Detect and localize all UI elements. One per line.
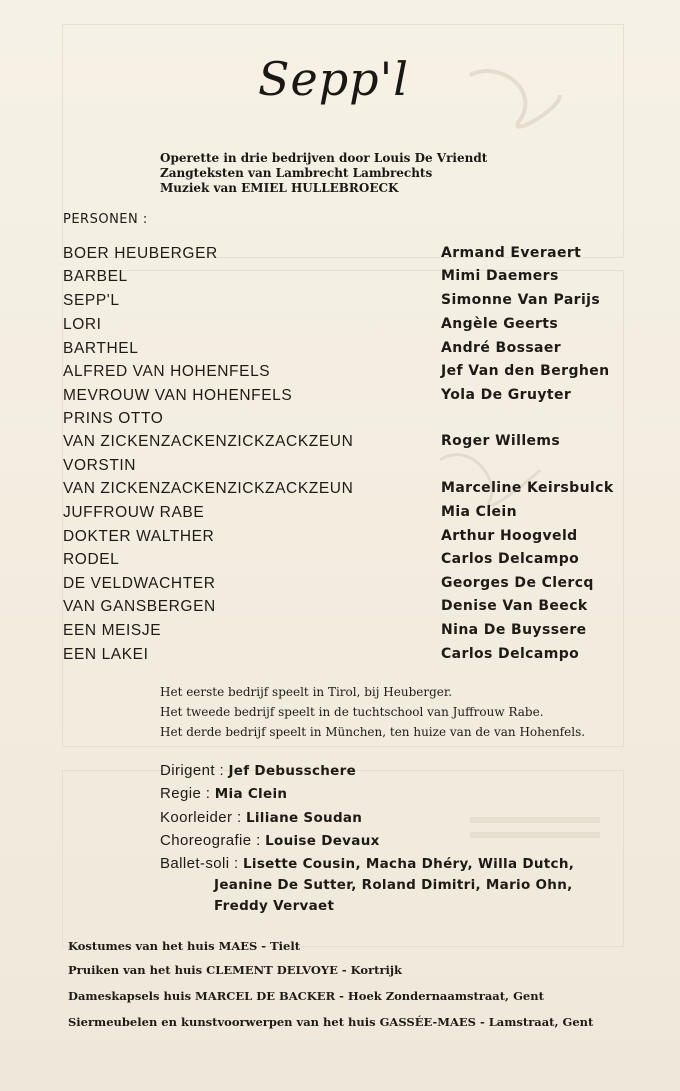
cast-role: BARBEL	[63, 268, 128, 285]
cast-row	[63, 551, 643, 574]
cast-role: JUFFROUW RABE	[63, 504, 205, 521]
cast-row	[63, 598, 643, 621]
subtitle-line: Muziek van EMIEL HULLEBROECK	[160, 181, 399, 195]
credit-label: Dirigent :	[160, 762, 225, 779]
credit-value: Liliane Soudan	[245, 810, 363, 826]
cast-actor: Mimi Daemers	[441, 268, 559, 284]
cast-row	[63, 504, 643, 527]
cast-actor: Armand Everaert	[441, 245, 582, 261]
cast-row	[63, 410, 643, 433]
cast-actor: Angèle Geerts	[441, 316, 559, 332]
cast-role: LORI	[63, 316, 102, 333]
credit-ballet-continuation: Freddy Vervaet	[214, 898, 335, 914]
setting-note: Het derde bedrijf speelt in München, ten huize van de van Hohenfels.	[160, 725, 586, 739]
credit-label: Ballet-soli :	[160, 855, 239, 872]
footer-credit: Dameskapsels huis MARCEL DE BACKER - Hoek Zondernaamstraat, Gent	[68, 989, 544, 1003]
cast-role: EEN LAKEI	[63, 646, 149, 663]
credit-label: Regie :	[160, 785, 211, 802]
credit-value: Louise Devaux	[265, 833, 380, 849]
page-title: Sepp'l	[258, 52, 409, 106]
cast-row	[63, 528, 643, 551]
cast-actor: Denise Van Beeck	[441, 598, 588, 614]
credit-label: Koorleider :	[160, 809, 242, 826]
cast-row	[63, 457, 643, 480]
credit-ballet	[160, 855, 574, 872]
cast-row	[63, 340, 643, 363]
cast-row	[63, 245, 643, 268]
cast-role: BOER HEUBERGER	[63, 245, 218, 262]
cast-actor: Simonne Van Parijs	[441, 292, 601, 308]
subtitle-line: Zangteksten van Lambrecht Lambrechts	[160, 166, 433, 180]
credit-label: Choreografie :	[160, 832, 261, 849]
cast-role: VAN ZICKENZACKENZICKZACKZEUN	[63, 433, 354, 450]
cast-role: SEPP'L	[63, 292, 120, 309]
cast-role: VORSTIN	[63, 457, 137, 474]
cast-role: MEVROUW VAN HOHENFELS	[63, 387, 293, 404]
subtitle-block	[160, 151, 487, 196]
setting-note: Het eerste bedrijf speelt in Tirol, bij Heuberger.	[160, 685, 453, 699]
cast-row	[63, 316, 643, 339]
cast-row	[63, 622, 643, 645]
credit-dirigent	[160, 762, 356, 779]
cast-role: DE VELDWACHTER	[63, 575, 216, 592]
cast-actor: Mia Clein	[441, 504, 517, 520]
cast-row	[63, 363, 643, 386]
cast-heading: PERSONEN :	[63, 212, 148, 227]
credit-value: Lisette Cousin, Macha Dhéry, Willa Dutch,	[243, 856, 575, 872]
cast-role: RODEL	[63, 551, 120, 568]
cast-actor: Nina De Buyssere	[441, 622, 587, 638]
cast-role: VAN ZICKENZACKENZICKZACKZEUN	[63, 480, 354, 497]
footer-credit: Kostumes van het huis MAES - Tielt	[68, 939, 301, 953]
cast-actor: Georges De Clercq	[441, 575, 594, 591]
cast-actor: André Bossaer	[441, 340, 562, 356]
cast-actor: Roger Willems	[441, 433, 561, 449]
cast-actor: Yola De Gruyter	[441, 387, 572, 403]
cast-actor: Carlos Delcampo	[441, 551, 580, 567]
subtitle-line: Operette in drie bedrijven door Louis De Vriendt	[160, 151, 488, 165]
footer-credit: Siermeubelen en kunstvoorwerpen van het huis GASSÉE-MAES - Lamstraat, Gent	[68, 1015, 594, 1029]
credit-value: Jef Debusschere	[228, 763, 357, 779]
cast-row	[63, 433, 643, 456]
cast-role: PRINS OTTO	[63, 410, 164, 427]
cast-row	[63, 480, 643, 503]
cast-role: ALFRED VAN HOHENFELS	[63, 363, 271, 380]
cast-role: BARTHEL	[63, 340, 139, 357]
footer-credit: Pruiken van het huis CLEMENT DELVOYE - Kortrijk	[68, 963, 403, 977]
credit-regie	[160, 785, 287, 802]
cast-actor: Carlos Delcampo	[441, 646, 580, 662]
credit-value: Mia Clein	[214, 786, 288, 802]
cast-actor: Marceline Keirsbulck	[441, 480, 614, 496]
setting-note: Het tweede bedrijf speelt in de tuchtschool van Juffrouw Rabe.	[160, 705, 544, 719]
cast-actor: Jef Van den Berghen	[441, 363, 610, 379]
cast-row	[63, 268, 643, 291]
cast-role: EEN MEISJE	[63, 622, 162, 639]
cast-role: DOKTER WALTHER	[63, 528, 215, 545]
credit-koorleider	[160, 809, 362, 826]
credit-ballet-continuation: Jeanine De Sutter, Roland Dimitri, Mario Ohn,	[214, 877, 573, 893]
cast-actor: Arthur Hoogveld	[441, 528, 578, 544]
cast-row	[63, 292, 643, 315]
cast-role: VAN GANSBERGEN	[63, 598, 216, 615]
cast-row	[63, 646, 643, 669]
cast-row	[63, 575, 643, 598]
cast-row	[63, 387, 643, 410]
credit-choreografie	[160, 832, 380, 849]
